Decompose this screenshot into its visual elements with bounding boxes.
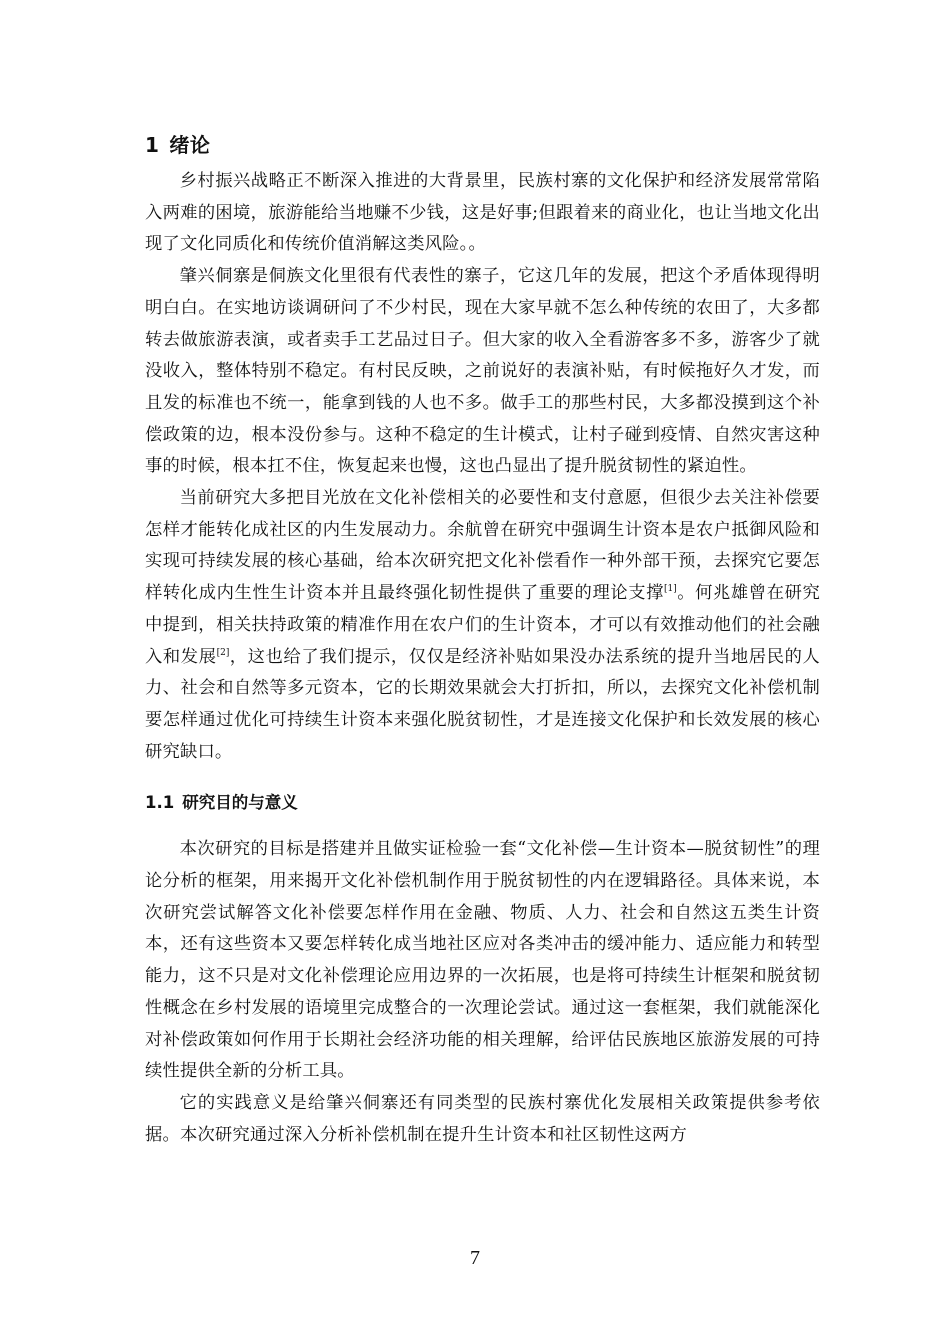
body-paragraph (145, 483, 820, 768)
citation-marker: [2] (216, 647, 230, 658)
section-heading (145, 788, 820, 818)
section-number: 1.1 (145, 793, 175, 813)
paragraph-text: 。何兆雄曾在研究中提到，相关扶持政策的精准作用在农户们的生计资本，才可以有效推动他们的社会融入和发展 (145, 583, 820, 667)
paragraph-text: ，这也给了我们提示，仅仅是经济补贴如果没办法系统的提升当地居民的人力、社会和自然等多元资本，它的长期效果就会大打折扣，所以，去探究文化补偿机制要怎样通过优化可持续生计资本来强化脱贫韧性，才是连接文化保护和长效发展的核心研究缺口。 (145, 646, 820, 762)
chapter-heading (145, 128, 820, 162)
page-number: 7 (470, 1247, 480, 1269)
section-title: 研究目的与意义 (182, 793, 298, 813)
body-paragraph: 它的实践意义是给肇兴侗寨还有同类型的民族村寨优化发展相关政策提供参考依据。本次研究通过深入分析补偿机制在提升生计资本和社区韧性这两方 (145, 1092, 820, 1145)
body-paragraph: 本次研究的目标是搭建并且做实证检验一套“文化补偿—生计资本—脱贫韧性”的理论分析的框架，用来揭开文化补偿机制作用于脱贫韧性的内在逻辑路径。具体来说，本次研究尝试解答文化补偿要怎样作用在金融、物质、人力、社会和自然这五类生计资本，还有这些资本又要怎样转化成当地社区应对各类冲击的缓冲能力、适应能力和转型能力，这不只是对文化补偿理论应用边界的一次拓展，也是将可持续生计框架和脱贫韧性概念在乡村发展的语境里完成整合的一次理论尝试。通过这一套框架，我们就能深化对补偿政策如何作用于长期社会经济功能的相关理解，给评估民族地区旅游发展的可持续性提供全新的分析工具。 (145, 839, 820, 1082)
paragraph-text: 当前研究大多把目光放在文化补偿相关的必要性和支付意愿，但很少去关注补偿要怎样才能转化成社区的内生发展动力。余航曾在研究中强调生计资本是农户抵御风险和实现可持续发展的核心基础，给本次研究把文化补偿看作一种外部干预，去探究它要怎样转化成内生性生计资本并且最终强化韧性提供了重要的理论支撑 (145, 488, 820, 604)
body-paragraph: 肇兴侗寨是侗族文化里很有代表性的寨子，它这几年的发展，把这个矛盾体现得明明白白。在实地访谈调研问了不少村民，现在大家早就不怎么种传统的农田了，大多都转去做旅游表演，或者卖手工艺品过日子。但大家的收入全看游客多不多，游客少了就没收入，整体特别不稳定。有村民反映，之前说好的表演补贴，有时候拖好久才发，而且发的标准也不统一，能拿到钱的人也不多。做手工的那些村民，大多都没摸到这个补偿政策的边，根本没份参与。这种不稳定的生计模式，让村子碰到疫情、自然灾害这种事的时候，根本扛不住，恢复起来也慢，这也凸显出了提升脱贫韧性的紧迫性。 (145, 266, 820, 477)
chapter-title: 绪论 (169, 133, 211, 157)
chapter-number: 1 (145, 133, 160, 157)
citation-marker: [1] (664, 584, 677, 595)
page-content (145, 128, 820, 1151)
body-paragraph: 乡村振兴战略正不断深入推进的大背景里，民族村寨的文化保护和经济发展常常陷入两难的困境，旅游能给当地赚不少钱，这是好事;但跟着来的商业化，也让当地文化出现了文化同质化和传统价值消解这类风险。。 (145, 171, 820, 255)
